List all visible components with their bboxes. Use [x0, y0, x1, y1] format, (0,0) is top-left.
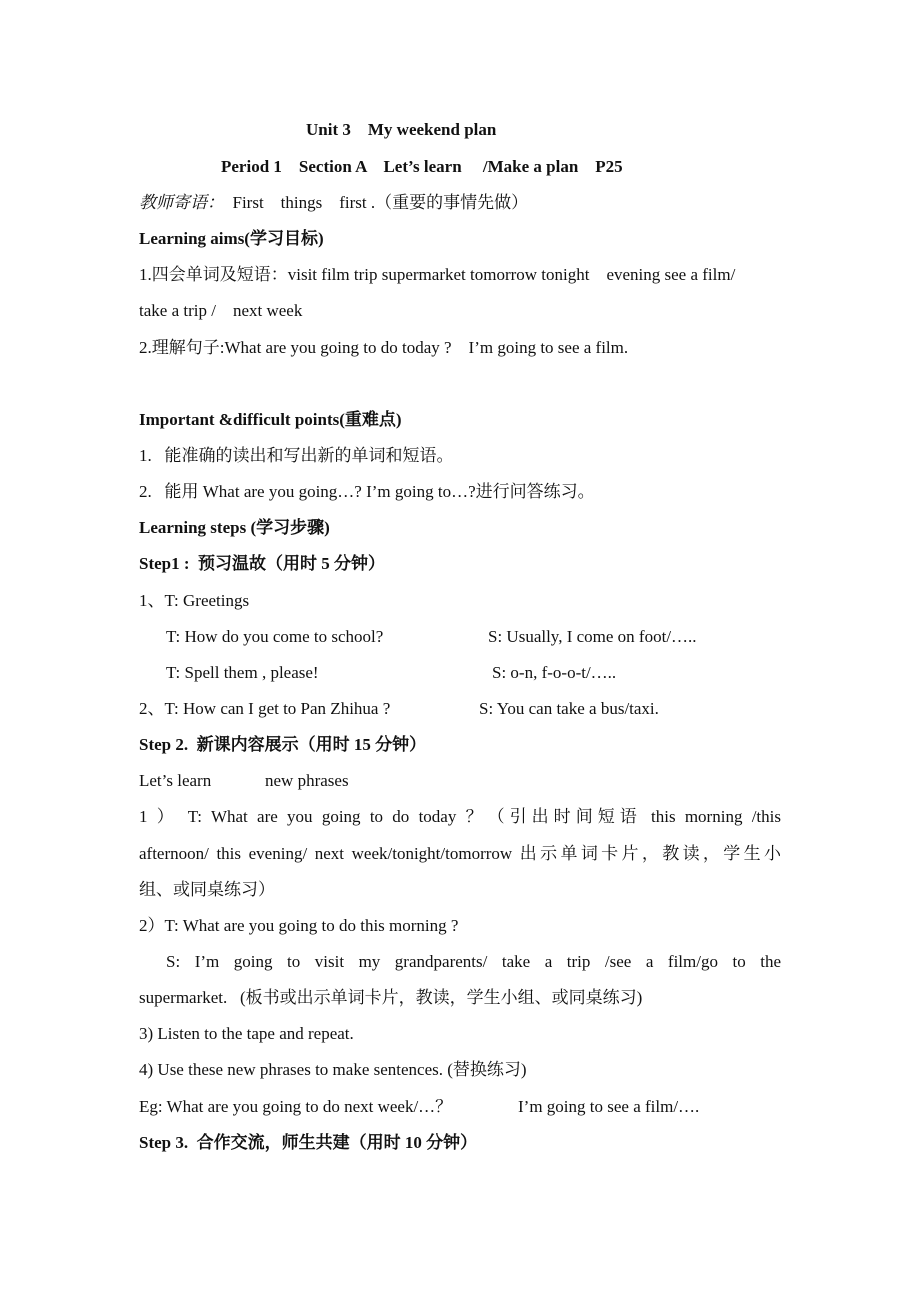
step2-example-answer: I’m going to see a film/…. [518, 1097, 700, 1116]
learning-steps-heading: Learning steps (学习步骤) [139, 518, 330, 537]
step1-teacher-4: 2、T: How can I get to Pan Zhihua ? [139, 699, 391, 718]
step2-item-1: 1 ） T: What are you going to do today ？（引出时间短语 this morning /this [139, 807, 781, 826]
step1-heading: Step1 : 预习温故（用时 5 分钟） [139, 554, 386, 573]
step2-item-2: 2）T: What are you going to do this morning ? [139, 916, 459, 935]
step2-item-4: 4) Use these new phrases to make sentences. (替换练习) [139, 1060, 527, 1079]
motto-label: 教师寄语： [139, 193, 224, 212]
key-points-heading: Important &difficult points(重难点) [139, 410, 402, 429]
aim-item-1: 1.四会单词及短语：visit film trip supermarket tomorrow tonight evening see a film/ [139, 265, 736, 284]
step2-item-1-cont: afternoon/ this evening/ next week/tonight/tomorrow 出示单词卡片，教读，学生小 [139, 844, 781, 863]
period-subtitle: Period 1 Section A Let’s learn /Make a plan P25 [221, 157, 623, 176]
motto-text: First things first .（重要的事情先做） [224, 193, 529, 212]
step2-item-2-answer: S: I’m going to visit my grandparents/ take a trip /see a film/go to the [166, 952, 781, 971]
teacher-motto [139, 192, 528, 214]
step2-new-phrases: new phrases [265, 771, 349, 790]
aim-item-1-cont: take a trip / next week [139, 301, 303, 320]
step2-heading: Step 2. 新课内容展示（用时 15 分钟） [139, 735, 427, 754]
key-point-1: 1. 能准确的读出和写出新的单词和短语。 [139, 446, 454, 465]
aim-item-2: 2.理解句子:What are you going to do today ? I’m going to see a film. [139, 338, 629, 357]
key-point-2: 2. 能用 What are you going…? I’m going to…?进行问答练习。 [139, 482, 595, 501]
step1-teacher-2: T: How do you come to school? [166, 627, 384, 646]
step1-student-3: S: o-n, f-o-o-t/….. [492, 663, 617, 682]
learning-aims-heading: Learning aims(学习目标) [139, 229, 324, 248]
step3-heading: Step 3. 合作交流，师生共建（用时 10 分钟） [139, 1133, 478, 1152]
document-title: Unit 3 My weekend plan [306, 120, 497, 139]
step1-student-2: S: Usually, I come on foot/….. [488, 627, 697, 646]
step2-item-3: 3) Listen to the tape and repeat. [139, 1024, 354, 1043]
step1-student-4: S: You can take a bus/taxi. [479, 699, 659, 718]
step1-line-1: 1、T: Greetings [139, 591, 250, 610]
step2-lets-learn: Let’s learn [139, 771, 212, 790]
step2-item-1-end: 组、或同桌练习） [139, 880, 275, 899]
step2-example-question: Eg: What are you going to do next week/…？ [139, 1097, 453, 1116]
step1-teacher-3: T: Spell them , please! [166, 663, 319, 682]
step2-item-2-answer-cont: supermarket. (板书或出示单词卡片，教读，学生小组、或同桌练习) [139, 988, 643, 1007]
